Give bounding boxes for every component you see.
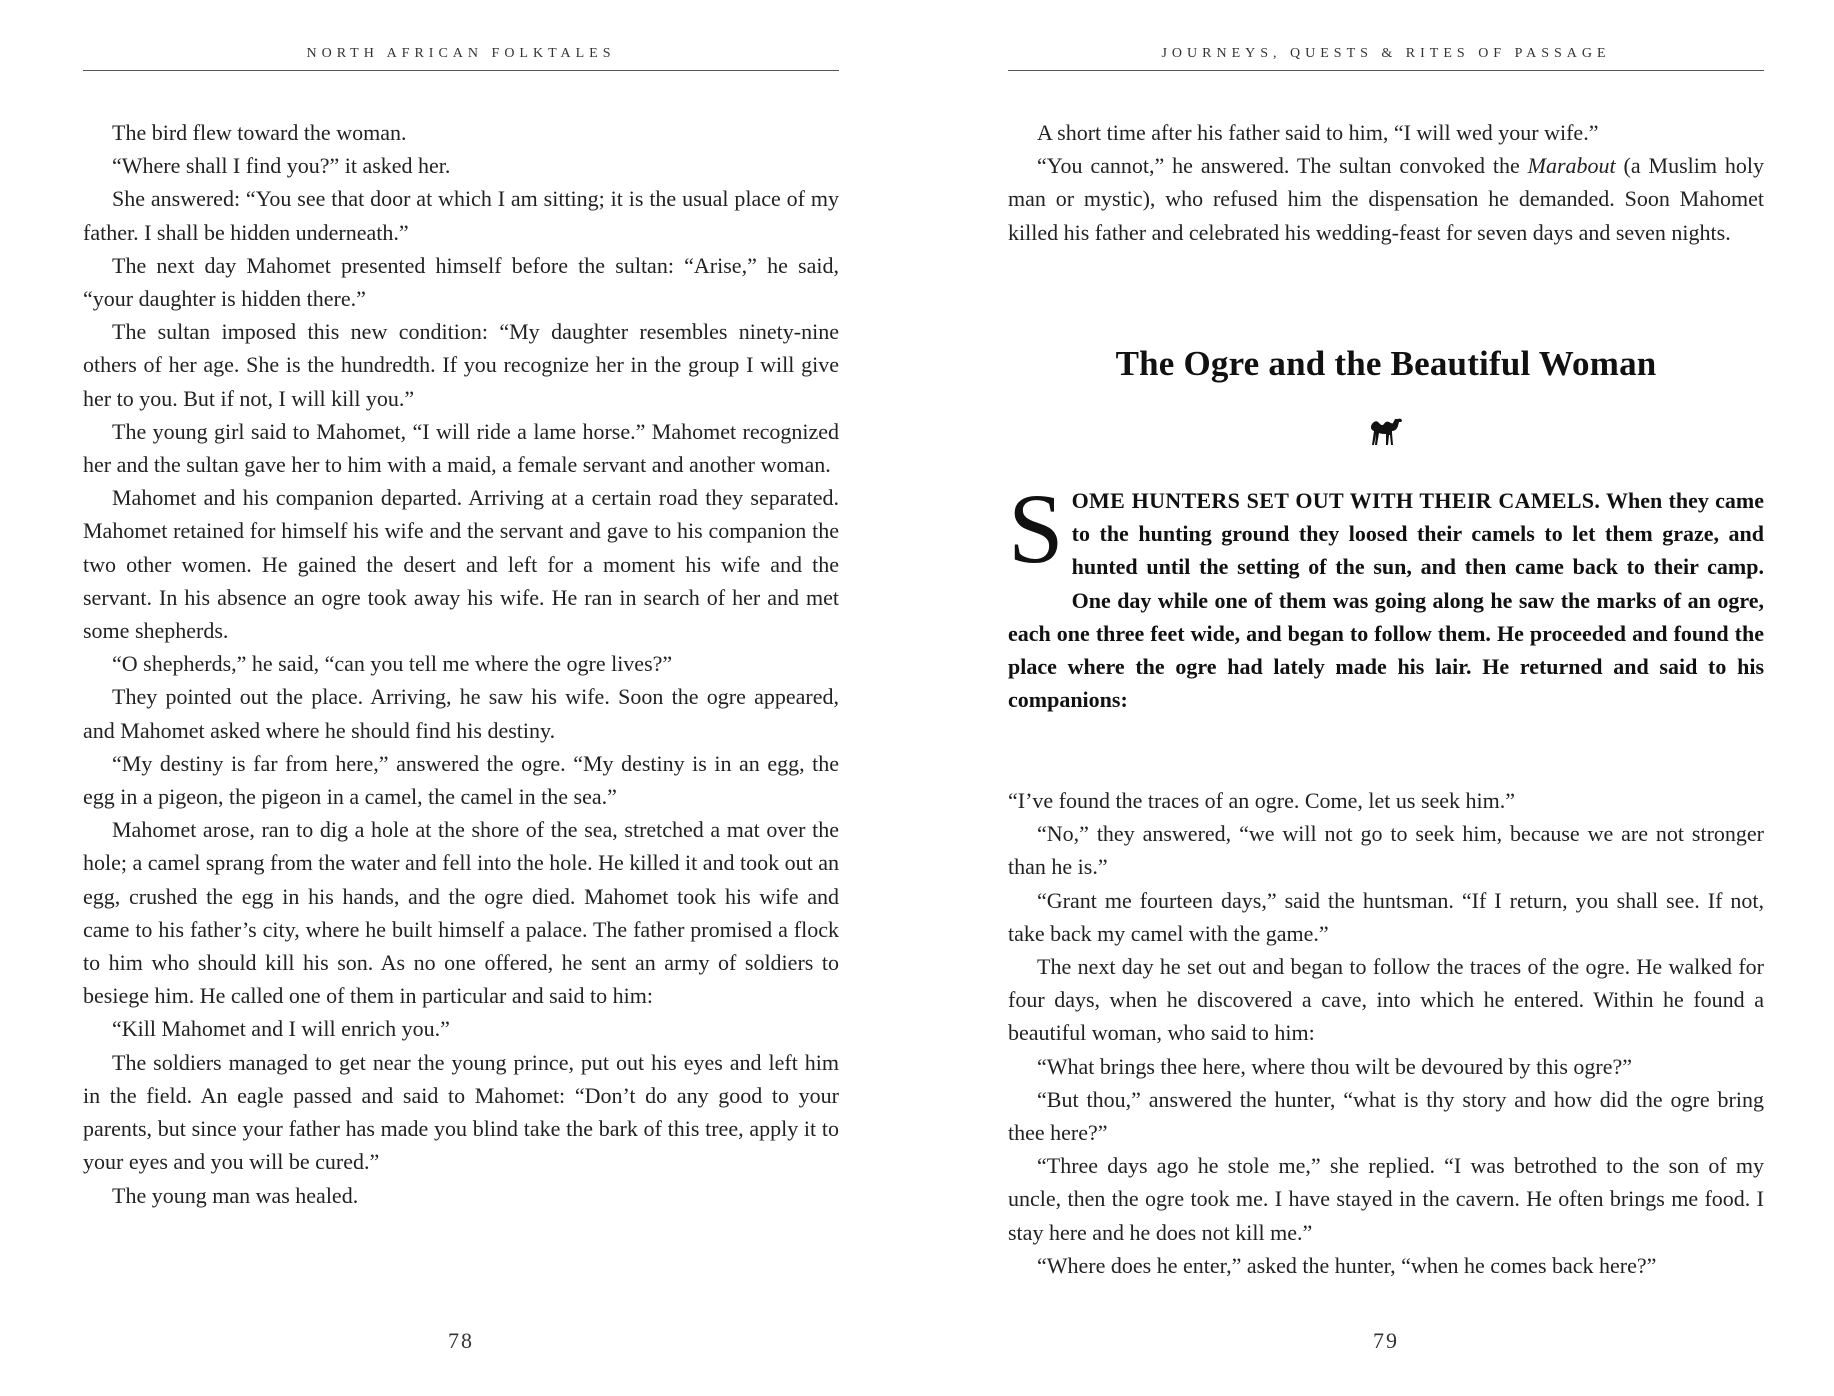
paragraph: Mahomet arose, ran to dig a hole at the shore of the sea, stretched a mat over the hole; a camel sprang from the water and fell into the hole. He killed it and took out an egg, crushed the egg in his hands, and the ogre died. Mahomet took his wife and came to his father’s city, where he built himself a palace. The father promised a flock to him who should kill his son. As no one offered, he sent an army of soldiers to besiege him. He called one of them in particular and said to him: — [83, 817, 839, 1009]
story-title: The Ogre and the Beautiful Woman — [1115, 344, 1657, 383]
paragraph: Mahomet and his companion departed. Arriving at a certain road they separated. Mahomet retained for himself his wife and the servant and gave to his companion the two other women. He gained the desert and left for a moment his wife and the servant. In his absence an ogre took away his wife. He ran in search of her and met some shepherds. — [83, 485, 839, 644]
camel-icon — [1368, 413, 1404, 447]
opening-text: When they came to the hunting ground they loosed their camels to let them graze, and hunted until the setting of the sun, and then came back to their camp. One day while one of them was going along he saw the marks of an ogre, each one three feet wide, and began to follow them. He proceeded and found the place where the ogre had lately made his lair. He returned and said to his companions: — [1008, 488, 1764, 713]
paragraph: “I’ve found the traces of an ogre. Come, let us seek him.” — [1008, 788, 1516, 813]
header-rule-left — [83, 70, 839, 71]
paragraph: “But thou,” answered the hunter, “what is thy story and how did the ogre bring thee here?” — [1008, 1086, 1764, 1146]
page-number-right: 79 — [1373, 1328, 1399, 1353]
paragraph: The young man was healed. — [112, 1182, 359, 1208]
paragraph: The next day he set out and began to follow the traces of the ogre. He walked for four days, when he discovered a cave, into which he entered. Within he found a beautiful woman, who said to him: — [1008, 954, 1764, 1046]
paragraph: “Where does he enter,” asked the hunter, “when he comes back here?” — [1037, 1252, 1657, 1278]
page-number-left: 78 — [448, 1328, 474, 1353]
paragraph: “Grant me fourteen days,” said the huntsman. “If I return, you shall see. If not, take back my camel with the game.” — [1008, 887, 1764, 946]
italic-term: Marabout — [1527, 153, 1616, 179]
paragraph — [1008, 149, 1764, 249]
right-page — [1008, 0, 1764, 1396]
paragraph: “No,” they answered, “we will not go to seek him, because we are not stronger than he is.” — [1008, 821, 1764, 880]
paragraph: “My destiny is far from here,” answered the ogre. “My destiny is in an egg, the egg in a pigeon, the pigeon in a camel, the camel in the sea.” — [83, 750, 839, 810]
right-bottom-text — [1008, 784, 1764, 1282]
paragraph: She answered: “You see that door at which I am sitting; it is the usual place of my father. I shall be hidden underneath.” — [83, 186, 839, 245]
paragraph: The young girl said to Mahomet, “I will ride a lame horse.” Mahomet recognized her and the sultan gave her to him with a maid, a female servant and another woman. — [83, 418, 839, 478]
paragraph-text: “You cannot,” he answered. The sultan convoked the — [1037, 153, 1528, 179]
story-opening — [1008, 473, 1764, 716]
paragraph: “O shepherds,” he said, “can you tell me where the ogre lives?” — [112, 651, 673, 677]
paragraph: “Where shall I find you?” it asked her. — [112, 153, 451, 179]
paragraph: The bird flew toward the woman. — [112, 120, 407, 145]
paragraph-text: (a Muslim holy man or mystic), who refused him the dispensation he demanded. Soon Mahomet killed his father and celebrated his wedding-feast for seven days and seven nights. — [1008, 153, 1764, 245]
running-head-right: JOURNEYS, QUESTS & RITES OF PASSAGE — [1161, 46, 1611, 61]
opening-smallcaps: OME HUNTERS SET OUT WITH THEIR CAMELS. — [1071, 488, 1601, 513]
left-page — [83, 0, 839, 1396]
paragraph: The soldiers managed to get near the young prince, put out his eyes and left him in the field. An eagle passed and said to Mahomet: “Don’t do any good to your parents, but since your father has made you blind take the bark of this tree, apply it to your eyes and you will be cured.” — [83, 1049, 839, 1175]
running-head-left: NORTH AFRICAN FOLKTALES — [306, 46, 616, 61]
paragraph: The sultan imposed this new condition: “My daughter resembles ninety-nine others of her age. She is the hundredth. If you recognize her in the group I will give her to you. But if not, I will kill you.” — [83, 319, 839, 411]
paragraph: They pointed out the place. Arriving, he saw his wife. Soon the ogre appeared, and Mahomet asked where he should find his destiny. — [83, 684, 839, 743]
left-body-text — [83, 116, 839, 1212]
right-top-text — [1008, 116, 1764, 249]
paragraph: “What brings thee here, where thou wilt be devoured by this ogre?” — [1037, 1053, 1633, 1079]
paragraph: The next day Mahomet presented himself before the sultan: “Arise,” he said, “your daughter is hidden there.” — [83, 252, 839, 312]
paragraph: “Three days ago he stole me,” she replied. “I was betrothed to the son of my uncle, then the ogre took me. I have stayed in the cavern. He often brings me food. I stay here and he does not kill me.” — [1008, 1153, 1764, 1245]
paragraph: “Kill Mahomet and I will enrich you.” — [112, 1016, 450, 1042]
drop-cap: S — [1008, 473, 1064, 584]
header-rule-right — [1008, 70, 1764, 71]
paragraph: A short time after his father said to him, “I will wed your wife.” — [1037, 120, 1599, 145]
